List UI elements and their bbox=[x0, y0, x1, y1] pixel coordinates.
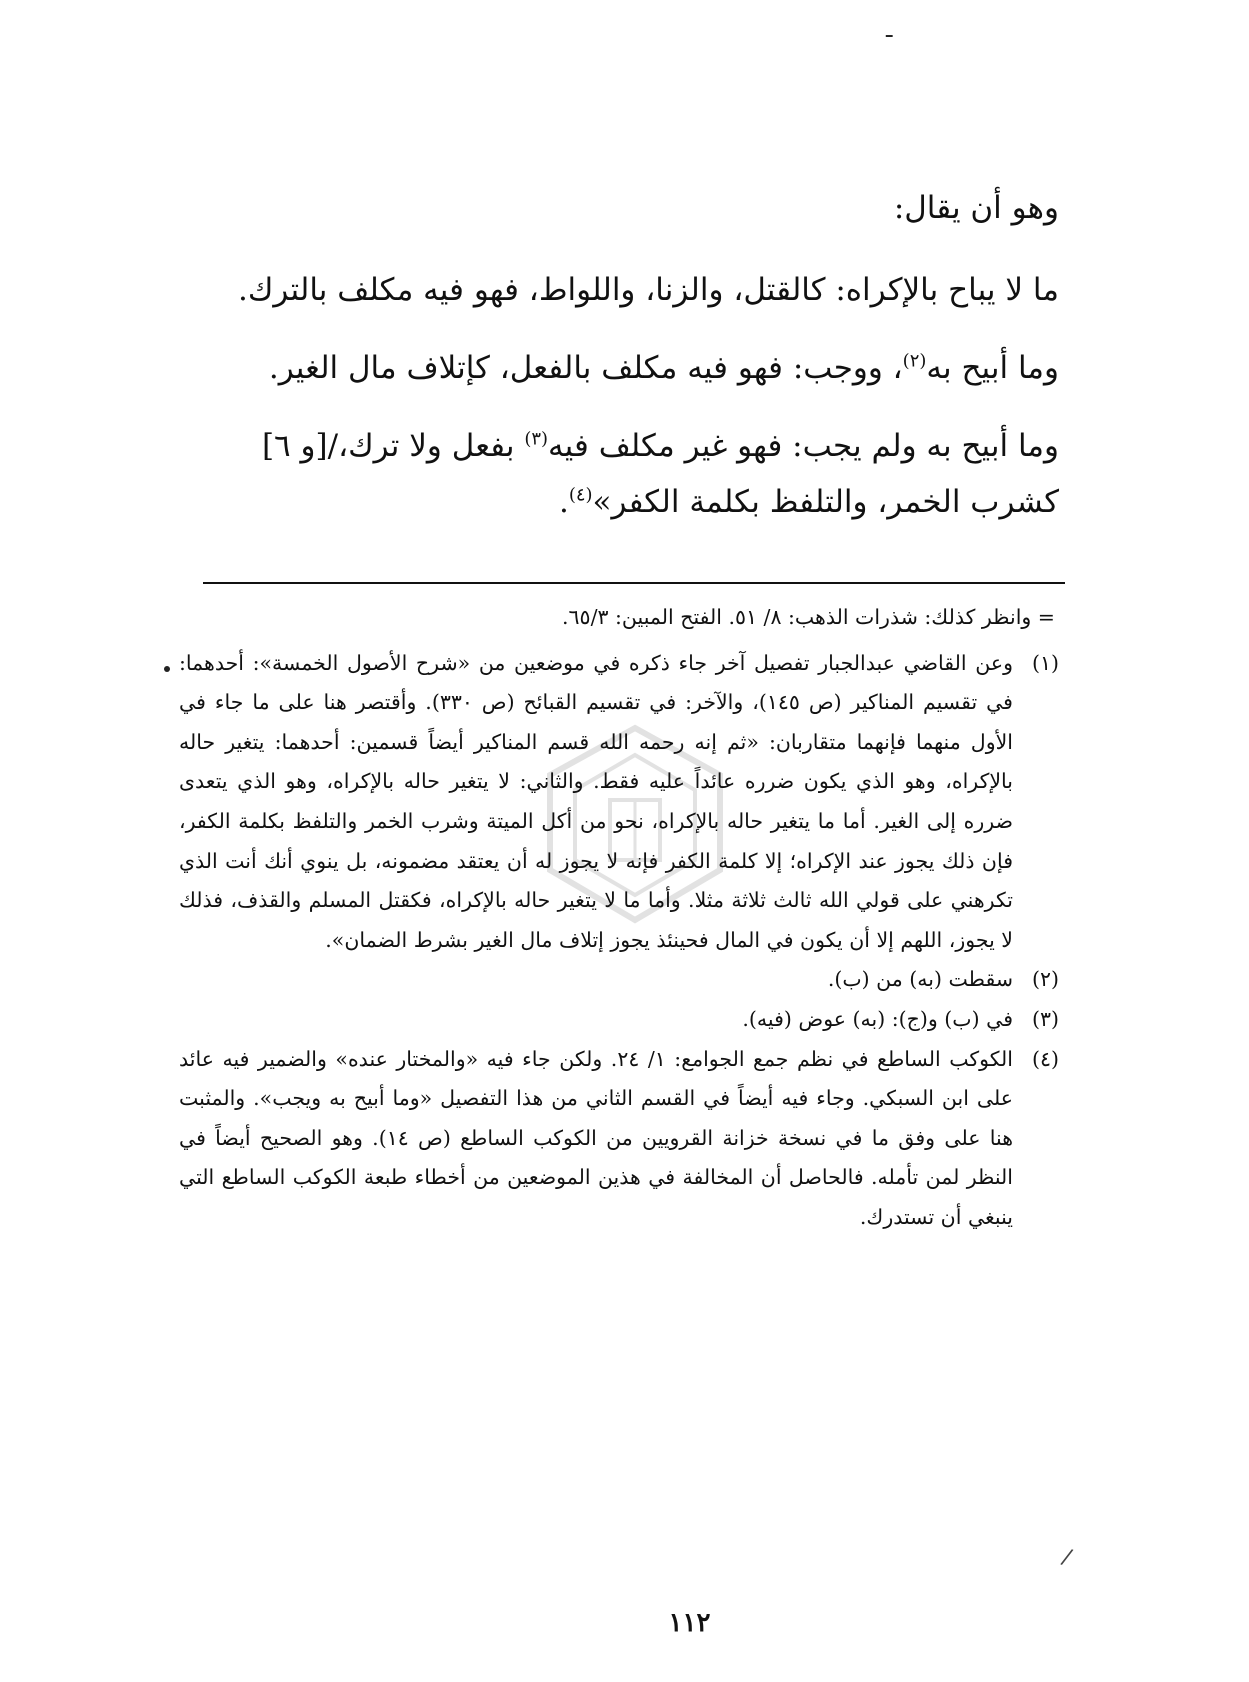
paragraph-2 bbox=[189, 340, 1059, 396]
paragraph-4-start: كشرب الخمر، والتلفظ بكلمة الكفر» bbox=[592, 484, 1059, 520]
footnotes bbox=[179, 598, 1059, 1238]
footnote-divider bbox=[203, 582, 1065, 584]
footnote-ref-4[interactable]: (٤) bbox=[568, 484, 593, 506]
footnote-2 bbox=[179, 960, 1059, 1000]
footnote-text: في (ب) و(ج): (به) عوض (فيه). bbox=[742, 1006, 1013, 1031]
paragraph-2-end: ، ووجب: فهو فيه مكلف بالفعل، كإتلاف مال الغير. bbox=[268, 350, 903, 386]
footnote-text: سقطت (به) من (ب). bbox=[827, 967, 1013, 992]
paragraph-1: ما لا يباح بالإكراه: كالقتل، والزنا، واللواط، فهو فيه مكلف بالترك. bbox=[238, 272, 1059, 308]
footnote-1 bbox=[179, 644, 1059, 961]
footnote-number: (٢) bbox=[1031, 967, 1059, 992]
footnote-number: (٣) bbox=[1031, 1006, 1059, 1031]
footnote-continuation: = وانظر كذلك: شذرات الذهب: ٨/ ٥١. الفتح المبين: ٦٥/٣. bbox=[562, 605, 1055, 629]
paragraph-3-start: وما أبيح به ولم يجب: فهو غير مكلف فيه bbox=[548, 428, 1059, 464]
footnote-text: وعن القاضي عبدالجبار تفصيل آخر جاء ذكره في موضعين من «شرح الأصول الخمسة»: أحدهما: في تقسيم المناكير (ص ١٤٥)، والآخر: في تقسيم القبائح (ص ٣٣٠). وأقتصر هنا على ما جاء في الأول منهما فإنهما متقاربان: «ثم إنه رحمه الله قسم المناكير أيضاً قسمين: أحدهما: يتغير حاله بالإكراه، وهو الذي يكون ضرره عائداً عليه فقط. والثاني: لا يتغير حاله بالإكراه، وهو الذي يتعدى ضرره إلى الغير. أما ما يتغير حاله بالإكراه، نحو من أكل الميتة وشرب الخمر والتلفظ بكلمة الكفر، فإن ذلك يجوز عند الإكراه؛ إلا كلمة الكفر فإنه لا يجوز له أن يعتقد مضمونه، بل ينوي أنك أنت الذي تكرهني على قولي الله ثالث ثلاثة مثلا. وأما ما لا يتغير حاله بالإكراه، فكقتل المسلم والقذف، فذلك لا يجوز، اللهم إلا أن يكون في المال فحينئذ يجوز إتلاف مال الغير بشرط الضمان». bbox=[179, 650, 1013, 952]
footnote-number: (١) bbox=[1031, 650, 1059, 675]
intro-line: وهو أن يقال: bbox=[893, 190, 1059, 226]
footnote-text: الكوكب الساطع في نظم جمع الجوامع: ١/ ٢٤. ولكن جاء فيه «والمختار عنده» والضمير فيه عائد على ابن السبكي. وجاء فيه أيضاً في القسم الثاني من هذا التفصيل «وما أبيح به ويجب». والمثبت هنا على وفق ما في نسخة خزانة القرويين من الكوكب الساطع (ص ١٤). وهو الصحيح أيضاً في النظر لمن تأمله. فالحاصل أن المخالفة في هذين الموضعين من أخطاء طبعة الكوكب الساطع التي ينبغي أن تستدرك. bbox=[179, 1046, 1013, 1229]
footnote-number: (٤) bbox=[1031, 1046, 1059, 1071]
margin-dot bbox=[164, 666, 170, 672]
footnote-4 bbox=[179, 1040, 1059, 1238]
paragraph-3 bbox=[189, 418, 1059, 474]
paragraph-2-start: وما أبيح به bbox=[926, 350, 1059, 386]
page-number: ١١٢ bbox=[668, 1608, 711, 1638]
top-mark: ـ bbox=[886, 18, 893, 43]
footnote-ref-2[interactable]: (٢) bbox=[902, 350, 927, 372]
paragraph-3-end: بفعل ولا ترك،/[و ٦] bbox=[261, 428, 525, 464]
main-text bbox=[189, 180, 1059, 552]
footnote-ref-3[interactable]: (٣) bbox=[524, 428, 549, 450]
paragraph-4 bbox=[189, 474, 1059, 530]
paragraph-4-end: . bbox=[558, 484, 569, 520]
margin-tick: / bbox=[1058, 1544, 1075, 1571]
footnote-3 bbox=[179, 1000, 1059, 1040]
